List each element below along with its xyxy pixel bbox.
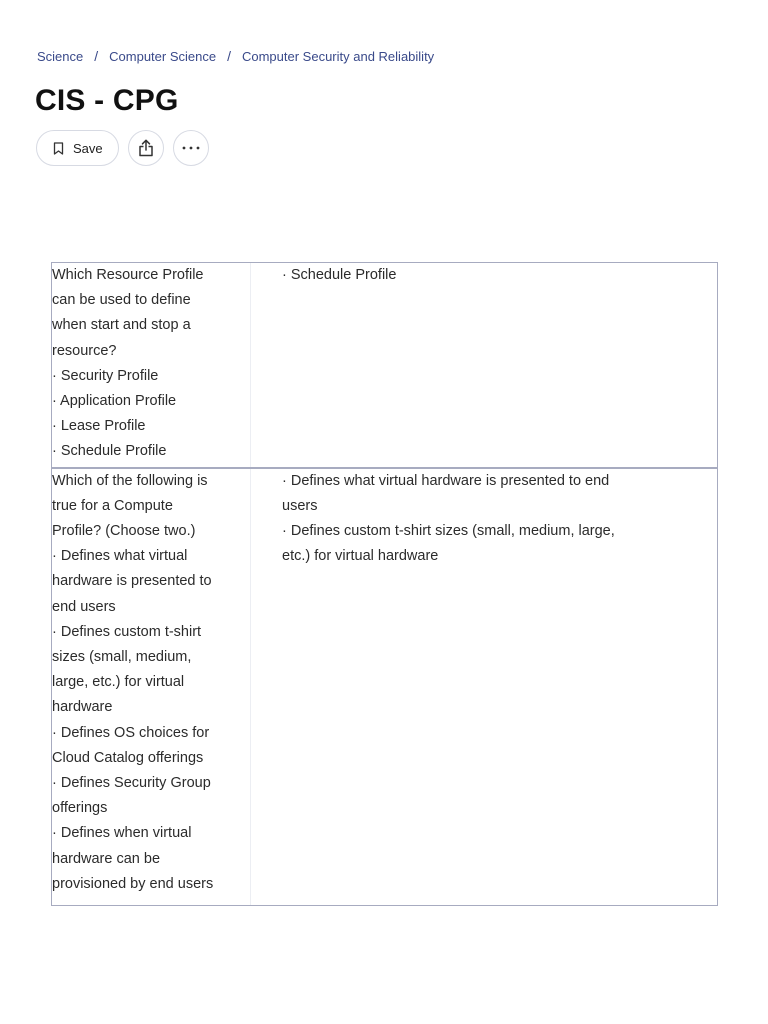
- save-button[interactable]: [36, 130, 119, 166]
- question-line: hardware can be: [52, 850, 161, 867]
- question-line: · Defines what virtual: [52, 548, 188, 565]
- breadcrumb: [37, 48, 434, 64]
- question-line: true for a Compute: [52, 497, 173, 514]
- question-line: · Schedule Profile: [52, 443, 167, 460]
- breadcrumb-separator: /: [94, 48, 99, 64]
- answer-line: users: [282, 497, 318, 514]
- flashcard-answer: [251, 469, 717, 905]
- more-horizontal-icon: [182, 146, 200, 150]
- question-line: when start and stop a: [52, 317, 191, 334]
- question-line: · Application Profile: [52, 393, 177, 410]
- flashcard-answer: [251, 263, 717, 467]
- question-line: sizes (small, medium,: [52, 649, 192, 666]
- flashcard-question: [52, 469, 251, 905]
- breadcrumb-item-science[interactable]: Science: [37, 48, 84, 64]
- more-options-button[interactable]: [173, 130, 209, 166]
- page-title: CIS - CPG: [35, 84, 179, 117]
- bookmark-icon: [53, 142, 64, 155]
- question-line: hardware: [52, 699, 113, 716]
- question-line: · Defines custom t-shirt: [52, 623, 202, 640]
- question-line: can be used to define: [52, 292, 191, 309]
- answer-line: · Schedule Profile: [282, 267, 397, 283]
- flashcard-question: [52, 263, 251, 467]
- question-line: · Defines when virtual: [52, 825, 192, 842]
- question-line: Profile? (Choose two.): [52, 523, 196, 540]
- share-icon: [138, 139, 154, 157]
- question-line: · Defines OS choices for: [52, 724, 210, 741]
- answer-line: · Defines what virtual hardware is presented to end: [282, 472, 610, 489]
- breadcrumb-separator: /: [227, 48, 231, 64]
- flashcard-row: [52, 469, 717, 905]
- share-button[interactable]: [128, 130, 164, 166]
- question-line: offerings: [52, 800, 108, 817]
- question-line: Which Resource Profile: [52, 267, 204, 283]
- question-line: · Defines Security Group: [52, 775, 211, 792]
- answer-line: · Defines custom t-shirt sizes (small, medium, large,: [282, 523, 615, 540]
- breadcrumb-item-computer-science[interactable]: Computer Science: [109, 48, 217, 64]
- breadcrumb-item-computer-security[interactable]: Computer Security and Reliability: [241, 48, 435, 64]
- question-line: · Security Profile: [52, 367, 159, 384]
- flashcard-row: [52, 263, 717, 469]
- action-bar: [36, 130, 218, 166]
- question-line: large, etc.) for virtual: [52, 674, 185, 691]
- question-line: Cloud Catalog offerings: [52, 749, 204, 766]
- question-line: end users: [52, 598, 116, 615]
- answer-line: etc.) for virtual hardware: [282, 548, 439, 565]
- question-line: · Lease Profile: [52, 418, 146, 435]
- question-line: provisioned by end users: [52, 875, 214, 892]
- question-line: Which of the following is: [52, 472, 208, 489]
- save-button-label: Save: [73, 140, 103, 156]
- question-line: resource?: [52, 342, 117, 359]
- question-line: hardware is presented to: [52, 573, 212, 590]
- flashcard-table: [51, 262, 718, 906]
